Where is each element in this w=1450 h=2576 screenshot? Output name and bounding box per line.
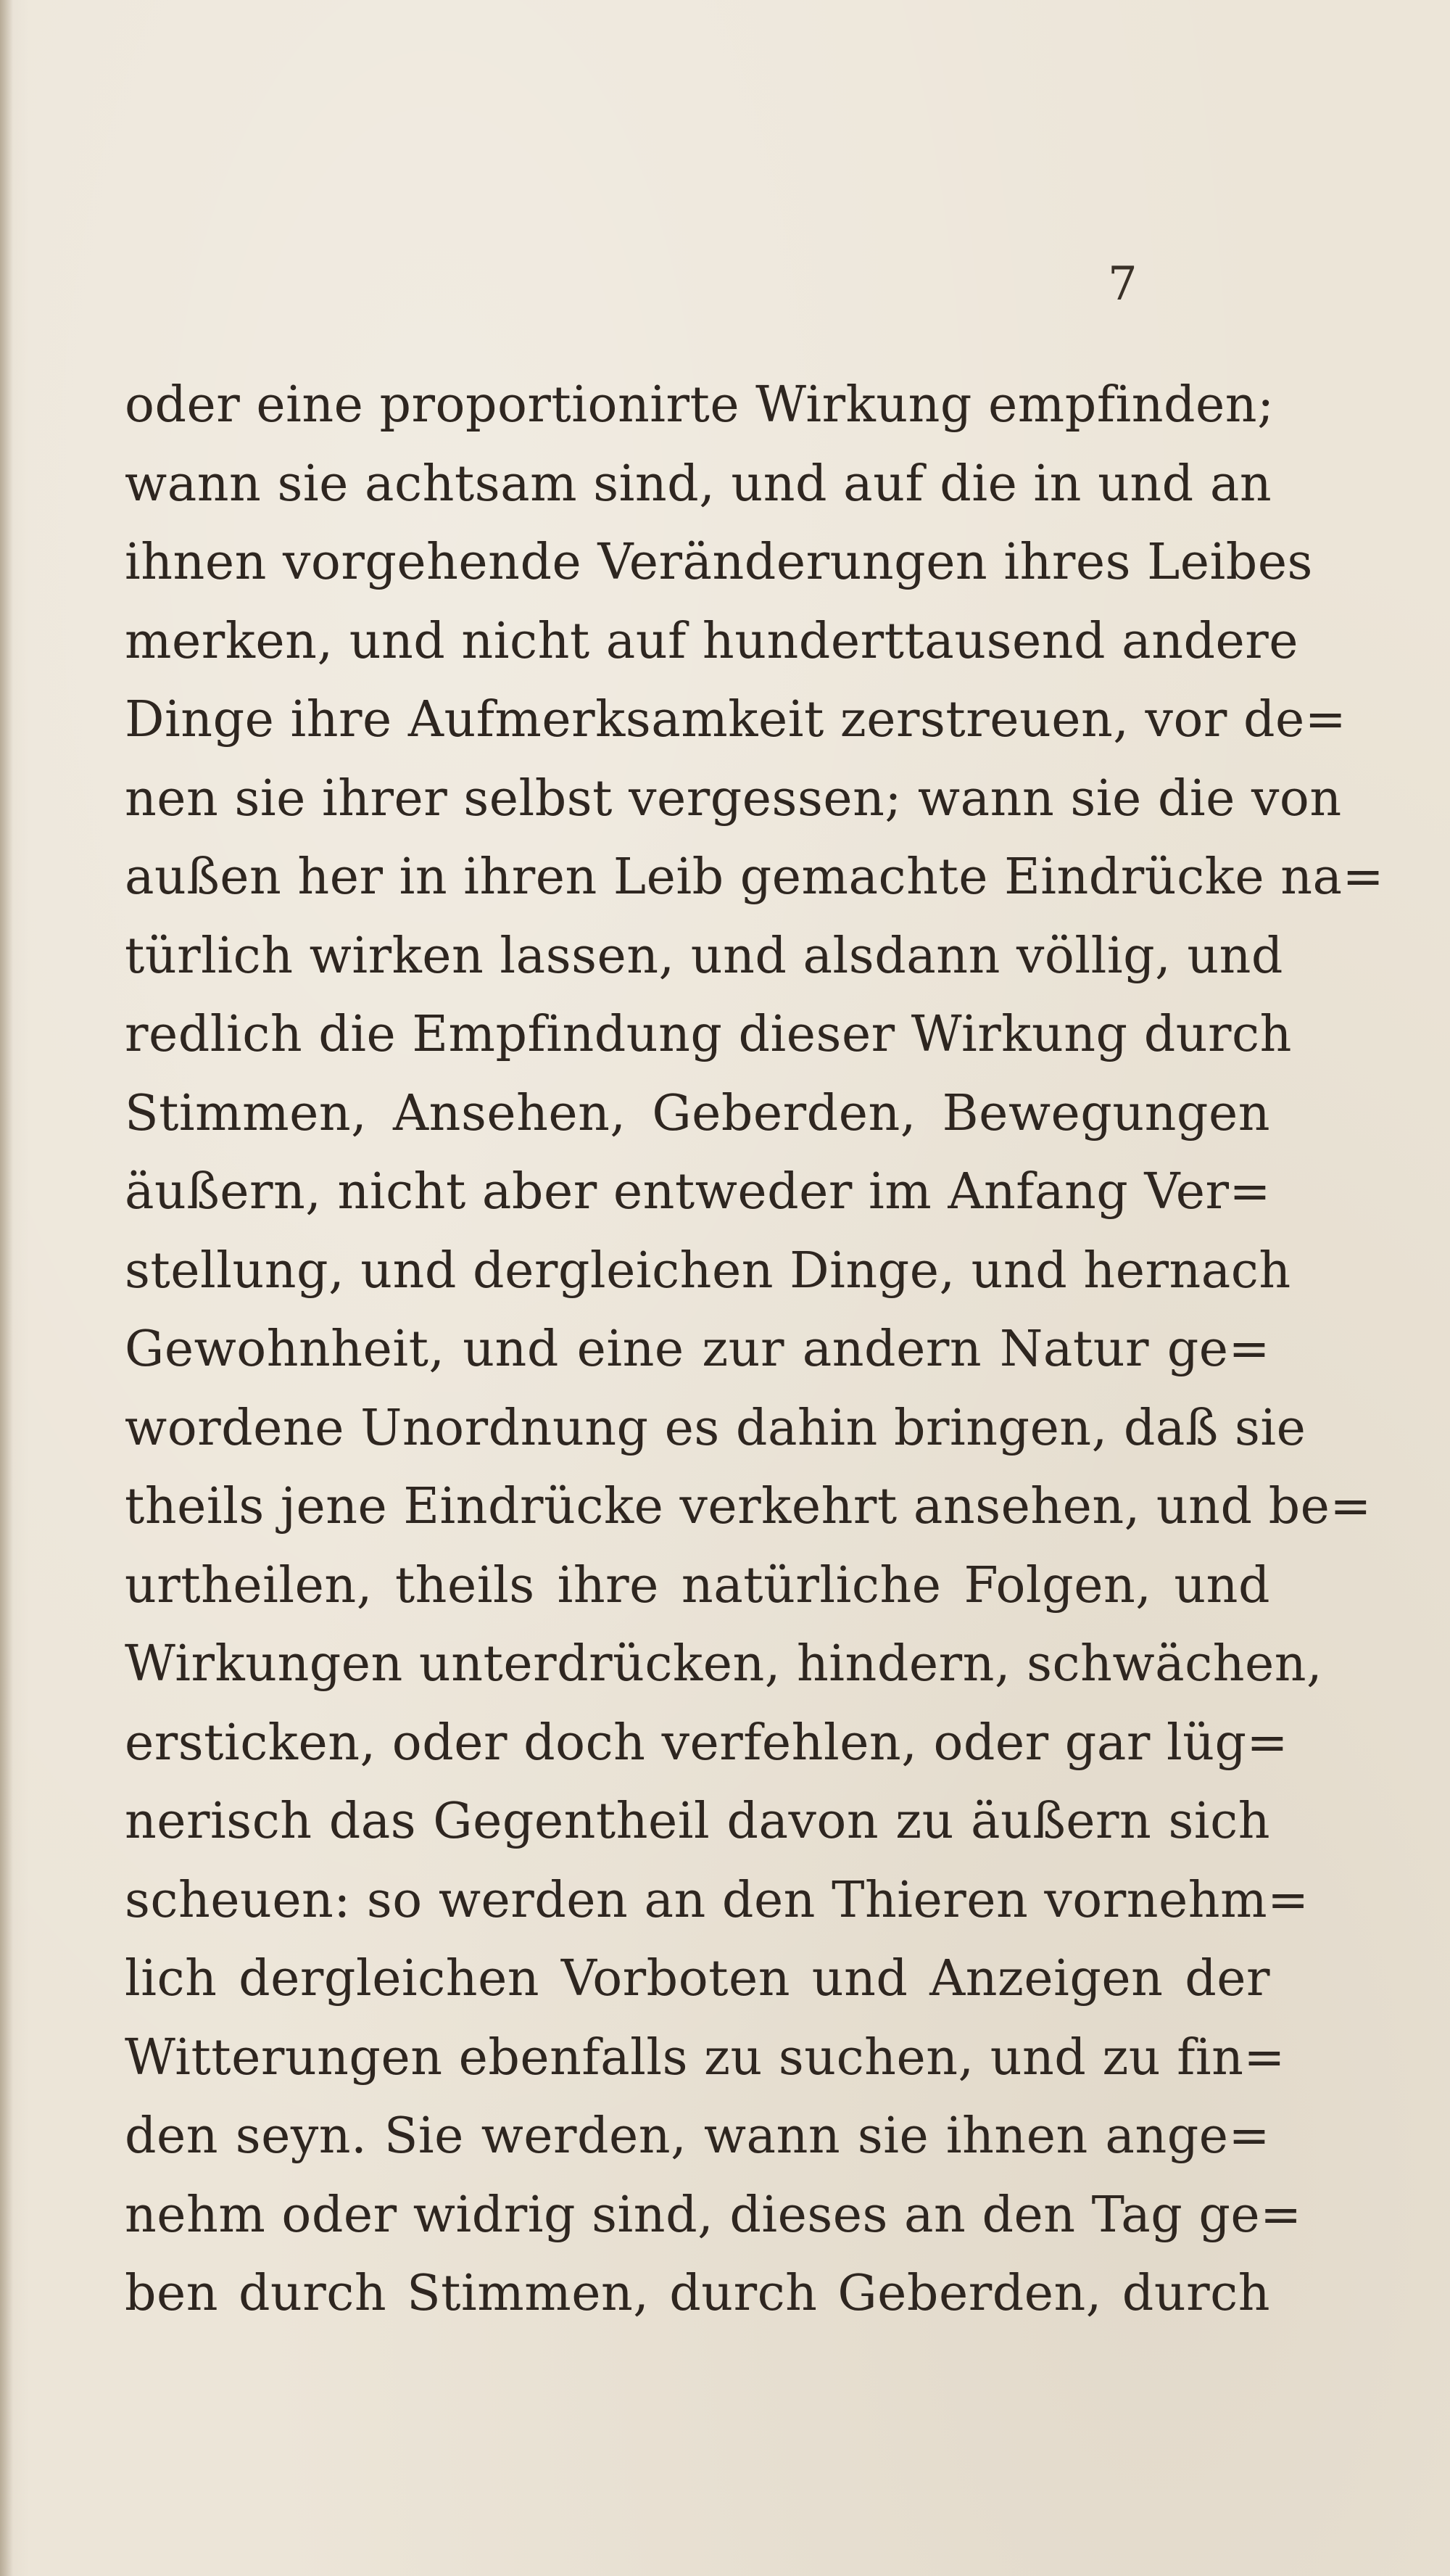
text-line: oder eine proportionirte Wirkung empfinden; — [125, 376, 1275, 434]
text-line: Witterungen ebenfalls zu suchen, und zu fin= — [125, 2028, 1285, 2086]
text-line: scheuen: so werden an den Thieren vornehm= — [125, 1871, 1309, 1929]
text-line: urtheilen, theils ihre natürliche Folgen, und — [125, 1556, 1270, 1614]
text-line: ihnen vorgehende Veränderungen ihres Leibes — [125, 534, 1313, 591]
text-line: ersticken, oder doch verfehlen, oder gar lüg= — [125, 1714, 1289, 1772]
text-line: merken, und nicht auf hunderttausend andere — [125, 612, 1299, 670]
page-binding-edge — [0, 0, 13, 2576]
text-line: wordene Unordnung es dahin bringen, daß sie — [125, 1399, 1306, 1457]
text-line: türlich wirken lassen, und alsdann völlig, und — [125, 927, 1283, 985]
text-line: wann sie achtsam sind, und auf die in und an — [125, 455, 1272, 513]
text-line: Wirkungen unterdrücken, hindern, schwächen, — [125, 1635, 1323, 1693]
text-line: Gewohnheit, und eine zur andern Natur ge= — [125, 1321, 1270, 1378]
text-line: äußern, nicht aber entweder im Anfang Ver= — [125, 1163, 1272, 1221]
text-line: nerisch das Gegentheil davon zu äußern sich — [125, 1793, 1270, 1850]
text-line: ben durch Stimmen, durch Geberden, durch — [125, 2265, 1270, 2322]
text-line: den seyn. Sie werden, wann sie ihnen ange= — [125, 2108, 1270, 2165]
body-text — [125, 366, 1385, 2334]
page-number: 7 — [1108, 257, 1138, 311]
text-line: redlich die Empfindung dieser Wirkung durch — [125, 1006, 1292, 1063]
text-line: Dinge ihre Aufmerksamkeit zerstreuen, vor de= — [125, 691, 1347, 748]
text-line: nen sie ihrer selbst vergessen; wann sie die von — [125, 769, 1342, 827]
text-line: nehm oder widrig sind, dieses an den Tag ge= — [125, 2186, 1302, 2244]
text-line: stellung, und dergleichen Dinge, und hernach — [125, 1242, 1291, 1300]
text-line: Stimmen, Ansehen, Geberden, Bewegungen — [125, 1084, 1270, 1142]
text-line: lich dergleichen Vorboten und Anzeigen der — [125, 1950, 1270, 2007]
text-line: außen her in ihren Leib gemachte Eindrücke na= — [125, 849, 1385, 906]
text-line: theils jene Eindrücke verkehrt ansehen, und be= — [125, 1478, 1372, 1535]
